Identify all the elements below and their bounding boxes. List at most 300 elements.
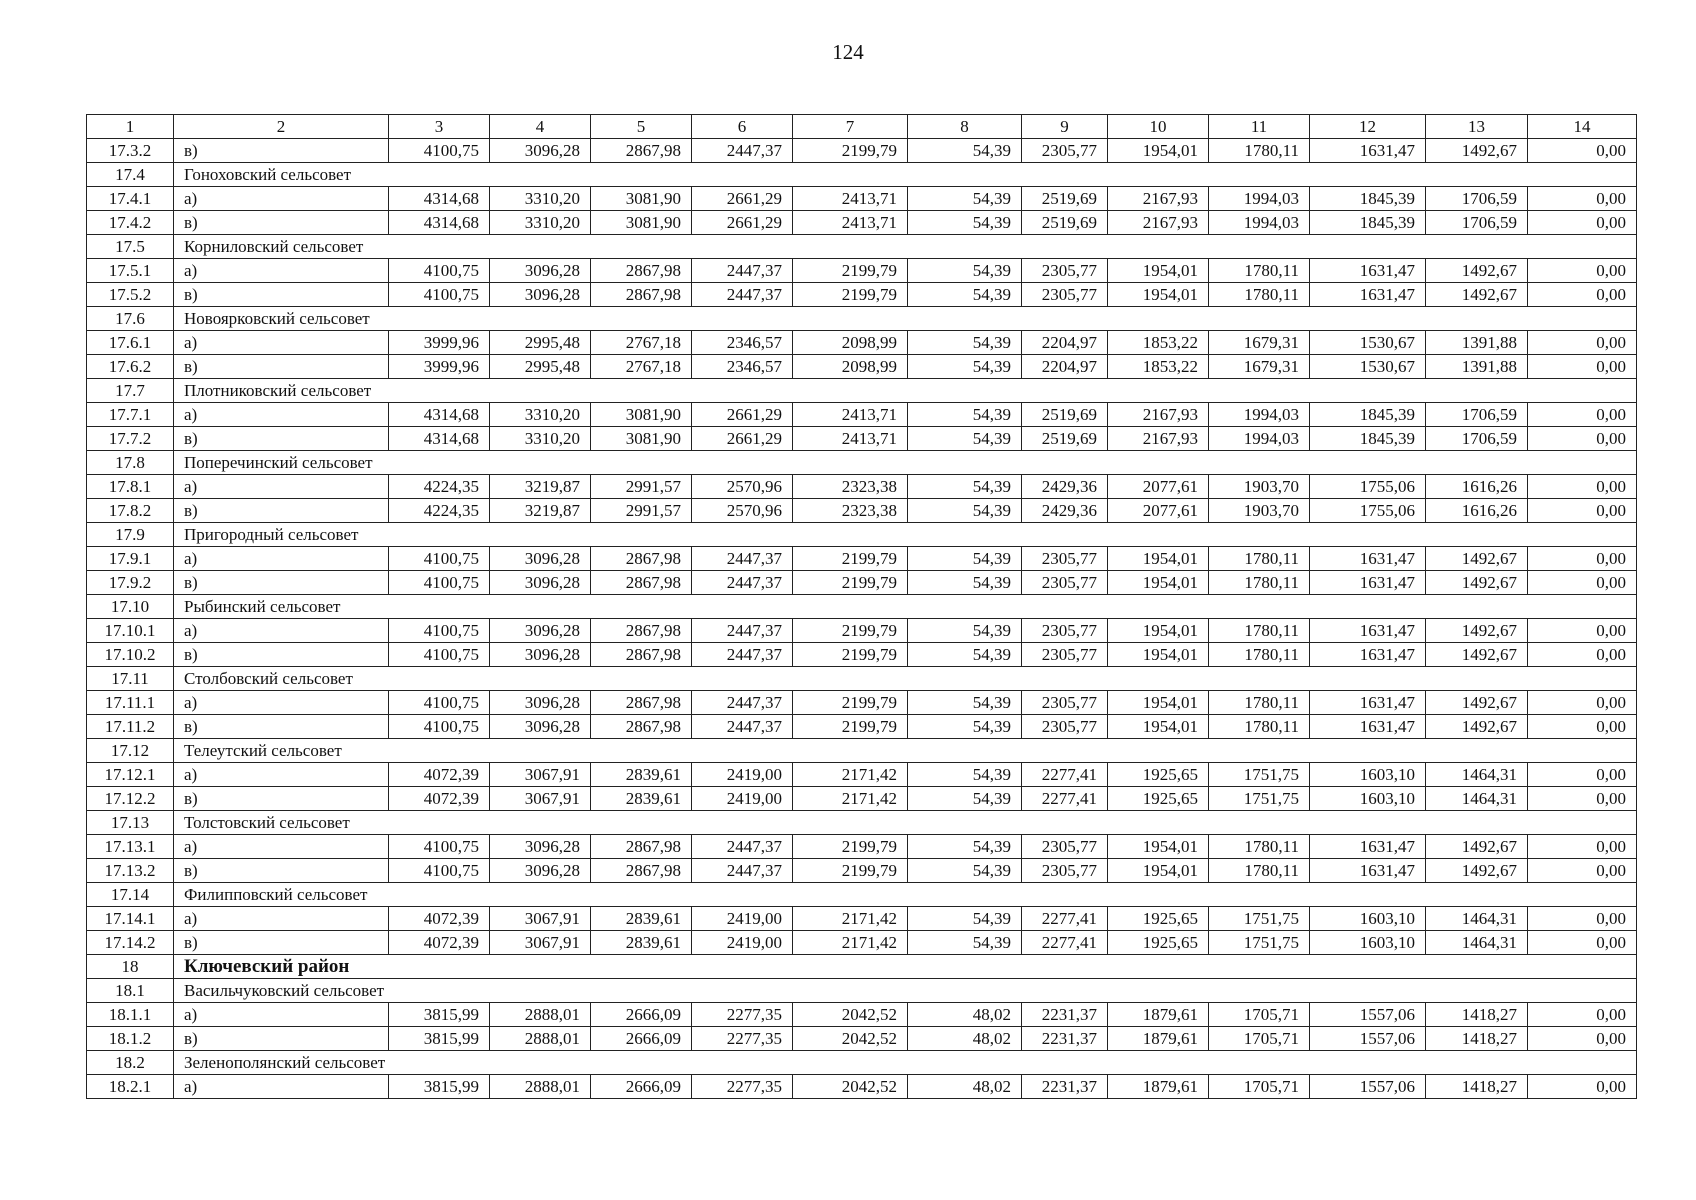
tariff-value-cell: 3067,91 [490, 763, 591, 787]
tariff-value-cell: 4072,39 [389, 907, 490, 931]
tariff-value-cell: 2277,35 [692, 1003, 793, 1027]
tariff-value-cell: 3999,96 [389, 355, 490, 379]
section-title: Пригородный сельсовет [174, 523, 1637, 547]
tariff-value-cell: 2447,37 [692, 643, 793, 667]
section-code: 17.11 [87, 667, 174, 691]
table-row [87, 283, 1637, 307]
row-code: 17.5.1 [87, 259, 174, 283]
tariff-value-cell: 1751,75 [1209, 907, 1310, 931]
row-label: а) [174, 619, 389, 643]
tariff-value-cell: 2661,29 [692, 211, 793, 235]
tariff-value-cell: 54,39 [908, 907, 1022, 931]
tariff-value-cell: 2199,79 [793, 835, 908, 859]
tariff-value-cell: 2661,29 [692, 427, 793, 451]
tariff-value-cell: 4100,75 [389, 643, 490, 667]
tariff-value-cell: 1954,01 [1108, 139, 1209, 163]
tariff-value-cell: 54,39 [908, 835, 1022, 859]
table-row [87, 691, 1637, 715]
tariff-value-cell: 1751,75 [1209, 931, 1310, 955]
table-row [87, 715, 1637, 739]
section-code: 17.9 [87, 523, 174, 547]
tariff-value-cell: 2995,48 [490, 355, 591, 379]
tariff-value-cell: 1780,11 [1209, 139, 1310, 163]
row-label: а) [174, 1075, 389, 1099]
tariff-value-cell: 1925,65 [1108, 763, 1209, 787]
tariff-value-cell: 2077,61 [1108, 475, 1209, 499]
tariff-value-cell: 1954,01 [1108, 835, 1209, 859]
tariff-value-cell: 2867,98 [591, 571, 692, 595]
tariff-value-cell: 3067,91 [490, 907, 591, 931]
tariff-value-cell: 54,39 [908, 427, 1022, 451]
tariff-value-cell: 4100,75 [389, 835, 490, 859]
tariff-value-cell: 2867,98 [591, 139, 692, 163]
row-code: 18.1.2 [87, 1027, 174, 1051]
section-code: 17.7 [87, 379, 174, 403]
table-body [87, 115, 1637, 1099]
tariff-value-cell: 1616,26 [1426, 499, 1528, 523]
section-title: Корниловский сельсовет [174, 235, 1637, 259]
tariff-value-cell: 2171,42 [793, 763, 908, 787]
row-code: 17.5.2 [87, 283, 174, 307]
row-code: 17.10.2 [87, 643, 174, 667]
tariff-value-cell: 1706,59 [1426, 187, 1528, 211]
column-number-header: 1 [87, 115, 174, 139]
tariff-value-cell: 54,39 [908, 787, 1022, 811]
tariff-value-cell: 2570,96 [692, 475, 793, 499]
row-label: а) [174, 259, 389, 283]
tariff-value-cell: 2995,48 [490, 331, 591, 355]
tariff-value-cell: 3096,28 [490, 259, 591, 283]
tariff-value-cell: 2867,98 [591, 691, 692, 715]
tariff-value-cell: 2429,36 [1022, 499, 1108, 523]
tariff-value-cell: 1706,59 [1426, 403, 1528, 427]
tariff-value-cell: 2991,57 [591, 475, 692, 499]
tariff-value-cell: 1464,31 [1426, 763, 1528, 787]
tariff-value-cell: 2413,71 [793, 187, 908, 211]
section-title: Телеутский сельсовет [174, 739, 1637, 763]
tariff-value-cell: 54,39 [908, 763, 1022, 787]
tariff-value-cell: 1780,11 [1209, 859, 1310, 883]
tariff-value-cell: 2323,38 [793, 475, 908, 499]
table-row [87, 859, 1637, 883]
tariff-value-cell: 2413,71 [793, 211, 908, 235]
tariff-value-cell: 1492,67 [1426, 619, 1528, 643]
tariff-value-cell: 3815,99 [389, 1003, 490, 1027]
tariff-value-cell: 2231,37 [1022, 1027, 1108, 1051]
tariff-value-cell: 1603,10 [1310, 763, 1426, 787]
tariff-value-cell: 1925,65 [1108, 907, 1209, 931]
section-title: Столбовский сельсовет [174, 667, 1637, 691]
tariff-value-cell: 2419,00 [692, 763, 793, 787]
tariff-value-cell: 4100,75 [389, 691, 490, 715]
tariff-value-cell: 1780,11 [1209, 835, 1310, 859]
tariff-value-cell: 4224,35 [389, 499, 490, 523]
tariff-value-cell: 0,00 [1528, 331, 1637, 355]
section-code: 18 [87, 955, 174, 979]
tariff-value-cell: 3815,99 [389, 1075, 490, 1099]
section-code: 17.14 [87, 883, 174, 907]
row-code: 17.8.1 [87, 475, 174, 499]
table-row [87, 211, 1637, 235]
tariff-value-cell: 4314,68 [389, 211, 490, 235]
tariff-value-cell: 3067,91 [490, 931, 591, 955]
tariff-value-cell: 1603,10 [1310, 931, 1426, 955]
row-code: 17.11.2 [87, 715, 174, 739]
tariff-value-cell: 1853,22 [1108, 355, 1209, 379]
tariff-value-cell: 2429,36 [1022, 475, 1108, 499]
tariff-value-cell: 2167,93 [1108, 403, 1209, 427]
tariff-value-cell: 2305,77 [1022, 571, 1108, 595]
district-header-row [87, 955, 1637, 979]
row-label: а) [174, 691, 389, 715]
tariff-value-cell: 3096,28 [490, 643, 591, 667]
tariff-value-cell: 0,00 [1528, 907, 1637, 931]
tariff-value-cell: 2199,79 [793, 715, 908, 739]
tariff-value-cell: 1994,03 [1209, 211, 1310, 235]
tariff-value-cell: 1530,67 [1310, 331, 1426, 355]
tariff-value-cell: 2519,69 [1022, 187, 1108, 211]
row-code: 17.10.1 [87, 619, 174, 643]
table-row [87, 547, 1637, 571]
tariff-value-cell: 2447,37 [692, 283, 793, 307]
tariff-value-cell: 54,39 [908, 571, 1022, 595]
tariff-value-cell: 2204,97 [1022, 355, 1108, 379]
tariff-value-cell: 2042,52 [793, 1027, 908, 1051]
tariff-value-cell: 54,39 [908, 859, 1022, 883]
tariff-value-cell: 1464,31 [1426, 931, 1528, 955]
section-code: 17.12 [87, 739, 174, 763]
tariff-value-cell: 2839,61 [591, 931, 692, 955]
tariff-value-cell: 1557,06 [1310, 1027, 1426, 1051]
tariff-value-cell: 4100,75 [389, 715, 490, 739]
tariff-value-cell: 2305,77 [1022, 283, 1108, 307]
section-code: 17.13 [87, 811, 174, 835]
tariff-value-cell: 54,39 [908, 619, 1022, 643]
section-title: Рыбинский сельсовет [174, 595, 1637, 619]
tariff-value-cell: 2867,98 [591, 715, 692, 739]
column-number-header: 7 [793, 115, 908, 139]
tariff-value-cell: 1492,67 [1426, 643, 1528, 667]
tariff-value-cell: 2231,37 [1022, 1003, 1108, 1027]
tariff-value-cell: 1464,31 [1426, 787, 1528, 811]
row-label: в) [174, 499, 389, 523]
row-code: 17.9.2 [87, 571, 174, 595]
tariff-value-cell: 2199,79 [793, 859, 908, 883]
row-label: в) [174, 571, 389, 595]
tariff-value-cell: 2305,77 [1022, 835, 1108, 859]
section-code: 18.2 [87, 1051, 174, 1075]
tariff-value-cell: 2323,38 [793, 499, 908, 523]
tariff-value-cell: 3096,28 [490, 691, 591, 715]
tariff-value-cell: 0,00 [1528, 571, 1637, 595]
tariff-value-cell: 2519,69 [1022, 427, 1108, 451]
tariff-value-cell: 0,00 [1528, 715, 1637, 739]
row-code: 17.6.1 [87, 331, 174, 355]
tariff-value-cell: 1492,67 [1426, 859, 1528, 883]
tariff-value-cell: 1780,11 [1209, 643, 1310, 667]
tariff-value-cell: 1679,31 [1209, 331, 1310, 355]
tariff-value-cell: 2305,77 [1022, 547, 1108, 571]
section-header-row [87, 1051, 1637, 1075]
tariff-value-cell: 2167,93 [1108, 211, 1209, 235]
tariff-value-cell: 1492,67 [1426, 571, 1528, 595]
tariff-value-cell: 0,00 [1528, 475, 1637, 499]
tariff-value-cell: 0,00 [1528, 259, 1637, 283]
column-number-header: 14 [1528, 115, 1637, 139]
tariff-value-cell: 2447,37 [692, 859, 793, 883]
tariff-value-cell: 1925,65 [1108, 931, 1209, 955]
row-label: а) [174, 763, 389, 787]
tariff-value-cell: 2447,37 [692, 715, 793, 739]
tariff-value-cell: 2204,97 [1022, 331, 1108, 355]
row-label: в) [174, 787, 389, 811]
row-label: в) [174, 283, 389, 307]
row-label: в) [174, 1027, 389, 1051]
tariff-value-cell: 2042,52 [793, 1075, 908, 1099]
tariff-value-cell: 1705,71 [1209, 1075, 1310, 1099]
table-row [87, 331, 1637, 355]
tariff-value-cell: 1954,01 [1108, 859, 1209, 883]
tariff-value-cell: 1679,31 [1209, 355, 1310, 379]
tariff-value-cell: 54,39 [908, 715, 1022, 739]
tariff-value-cell: 0,00 [1528, 187, 1637, 211]
section-code: 18.1 [87, 979, 174, 1003]
tariff-value-cell: 0,00 [1528, 355, 1637, 379]
tariff-value-cell: 2305,77 [1022, 619, 1108, 643]
tariff-value-cell: 1954,01 [1108, 259, 1209, 283]
tariff-value-cell: 1631,47 [1310, 835, 1426, 859]
tariff-value-cell: 54,39 [908, 355, 1022, 379]
tariff-value-cell: 1903,70 [1209, 475, 1310, 499]
tariff-value-cell: 1492,67 [1426, 283, 1528, 307]
tariff-value-cell: 3310,20 [490, 211, 591, 235]
section-code: 17.4 [87, 163, 174, 187]
tariff-value-cell: 2171,42 [793, 907, 908, 931]
row-label: в) [174, 715, 389, 739]
row-label: в) [174, 931, 389, 955]
row-label: в) [174, 211, 389, 235]
tariff-value-cell: 54,39 [908, 499, 1022, 523]
tariff-value-cell: 1755,06 [1310, 475, 1426, 499]
tariff-value-cell: 4224,35 [389, 475, 490, 499]
row-code: 17.9.1 [87, 547, 174, 571]
tariff-value-cell: 1751,75 [1209, 787, 1310, 811]
tariff-value-cell: 54,39 [908, 139, 1022, 163]
column-number-header: 3 [389, 115, 490, 139]
tariff-value-cell: 1954,01 [1108, 691, 1209, 715]
table-row [87, 187, 1637, 211]
tariff-value-cell: 2171,42 [793, 931, 908, 955]
column-number-header: 5 [591, 115, 692, 139]
section-title: Поперечинский сельсовет [174, 451, 1637, 475]
row-code: 18.1.1 [87, 1003, 174, 1027]
row-code: 17.12.1 [87, 763, 174, 787]
row-label: а) [174, 547, 389, 571]
tariff-value-cell: 2447,37 [692, 547, 793, 571]
tariff-value-cell: 2042,52 [793, 1003, 908, 1027]
tariff-value-cell: 2419,00 [692, 907, 793, 931]
tariff-value-cell: 2199,79 [793, 283, 908, 307]
tariff-value-cell: 1845,39 [1310, 427, 1426, 451]
tariff-value-cell: 4100,75 [389, 547, 490, 571]
row-code: 17.13.2 [87, 859, 174, 883]
tariff-value-cell: 1492,67 [1426, 139, 1528, 163]
tariff-value-cell: 4314,68 [389, 427, 490, 451]
tariff-value-cell: 3310,20 [490, 187, 591, 211]
tariff-value-cell: 2867,98 [591, 835, 692, 859]
section-title: Новоярковский сельсовет [174, 307, 1637, 331]
district-title: Ключевский район [174, 955, 1637, 979]
tariff-value-cell: 1631,47 [1310, 139, 1426, 163]
tariff-value-cell: 0,00 [1528, 643, 1637, 667]
tariff-value-cell: 0,00 [1528, 139, 1637, 163]
row-code: 17.13.1 [87, 835, 174, 859]
tariff-value-cell: 2661,29 [692, 403, 793, 427]
row-code: 17.7.2 [87, 427, 174, 451]
column-number-header: 4 [490, 115, 591, 139]
tariff-value-cell: 3081,90 [591, 427, 692, 451]
tariff-value-cell: 1492,67 [1426, 259, 1528, 283]
tariff-value-cell: 2867,98 [591, 547, 692, 571]
row-label: а) [174, 187, 389, 211]
tariff-value-cell: 2098,99 [793, 355, 908, 379]
row-label: а) [174, 331, 389, 355]
tariff-value-cell: 2519,69 [1022, 211, 1108, 235]
tariff-value-cell: 1780,11 [1209, 691, 1310, 715]
table-row [87, 835, 1637, 859]
tariff-value-cell: 2277,41 [1022, 907, 1108, 931]
section-header-row [87, 451, 1637, 475]
table-row [87, 1075, 1637, 1099]
row-code: 17.14.2 [87, 931, 174, 955]
tariff-value-cell: 0,00 [1528, 547, 1637, 571]
tariff-value-cell: 3096,28 [490, 619, 591, 643]
section-title: Филипповский сельсовет [174, 883, 1637, 907]
tariff-value-cell: 2199,79 [793, 691, 908, 715]
tariff-value-cell: 0,00 [1528, 403, 1637, 427]
tariff-value-cell: 1780,11 [1209, 259, 1310, 283]
tariff-value-cell: 1780,11 [1209, 619, 1310, 643]
column-number-header: 10 [1108, 115, 1209, 139]
tariff-value-cell: 4072,39 [389, 931, 490, 955]
tariff-value-cell: 1879,61 [1108, 1003, 1209, 1027]
tariff-value-cell: 54,39 [908, 259, 1022, 283]
tariff-value-cell: 4100,75 [389, 139, 490, 163]
column-number-header: 11 [1209, 115, 1310, 139]
tariff-value-cell: 1954,01 [1108, 547, 1209, 571]
tariff-value-cell: 2867,98 [591, 859, 692, 883]
tariff-value-cell: 54,39 [908, 331, 1022, 355]
section-title: Гоноховский сельсовет [174, 163, 1637, 187]
section-title: Плотниковский сельсовет [174, 379, 1637, 403]
tariff-value-cell: 3067,91 [490, 787, 591, 811]
tariff-value-cell: 2666,09 [591, 1075, 692, 1099]
tariff-value-cell: 2199,79 [793, 547, 908, 571]
tariff-value-cell: 0,00 [1528, 1027, 1637, 1051]
column-number-header: 6 [692, 115, 793, 139]
row-code: 17.11.1 [87, 691, 174, 715]
tariff-value-cell: 1954,01 [1108, 619, 1209, 643]
tariff-value-cell: 3081,90 [591, 211, 692, 235]
tariff-value-cell: 0,00 [1528, 1075, 1637, 1099]
tariff-value-cell: 3081,90 [591, 187, 692, 211]
tariff-value-cell: 1954,01 [1108, 283, 1209, 307]
tariff-value-cell: 2305,77 [1022, 643, 1108, 667]
tariff-value-cell: 2167,93 [1108, 187, 1209, 211]
tariff-value-cell: 2305,77 [1022, 715, 1108, 739]
row-code: 17.6.2 [87, 355, 174, 379]
tariff-value-cell: 2447,37 [692, 259, 793, 283]
tariff-value-cell: 2199,79 [793, 619, 908, 643]
tariff-value-cell: 0,00 [1528, 931, 1637, 955]
tariff-value-cell: 1994,03 [1209, 427, 1310, 451]
table-row [87, 931, 1637, 955]
tariff-value-cell: 2231,37 [1022, 1075, 1108, 1099]
tariff-value-cell: 1879,61 [1108, 1027, 1209, 1051]
tariff-value-cell: 3310,20 [490, 403, 591, 427]
tariff-value-cell: 1603,10 [1310, 787, 1426, 811]
tariff-value-cell: 2199,79 [793, 643, 908, 667]
tariff-value-cell: 1751,75 [1209, 763, 1310, 787]
tariff-value-cell: 2305,77 [1022, 259, 1108, 283]
section-code: 17.10 [87, 595, 174, 619]
table-row [87, 787, 1637, 811]
tariff-value-cell: 1557,06 [1310, 1003, 1426, 1027]
tariff-value-cell: 1780,11 [1209, 283, 1310, 307]
tariff-value-cell: 1631,47 [1310, 259, 1426, 283]
column-number-header: 8 [908, 115, 1022, 139]
tariff-value-cell: 3096,28 [490, 547, 591, 571]
tariff-value-cell: 3096,28 [490, 715, 591, 739]
table-row [87, 571, 1637, 595]
tariff-value-cell: 1492,67 [1426, 715, 1528, 739]
tariff-value-cell: 4100,75 [389, 859, 490, 883]
tariff-value-cell: 1557,06 [1310, 1075, 1426, 1099]
section-header-row [87, 523, 1637, 547]
tariff-value-cell: 2419,00 [692, 787, 793, 811]
section-title: Толстовский сельсовет [174, 811, 1637, 835]
tariff-value-cell: 2346,57 [692, 331, 793, 355]
tariff-value-cell: 1845,39 [1310, 403, 1426, 427]
table-row [87, 499, 1637, 523]
tariff-value-cell: 1994,03 [1209, 403, 1310, 427]
row-code: 17.4.1 [87, 187, 174, 211]
column-number-header: 9 [1022, 115, 1108, 139]
row-label: а) [174, 403, 389, 427]
tariff-value-cell: 4100,75 [389, 283, 490, 307]
tariff-value-cell: 1418,27 [1426, 1027, 1528, 1051]
tariff-value-cell: 1631,47 [1310, 619, 1426, 643]
row-code: 17.3.2 [87, 139, 174, 163]
tariff-value-cell: 4100,75 [389, 259, 490, 283]
row-code: 17.4.2 [87, 211, 174, 235]
tariff-value-cell: 3999,96 [389, 331, 490, 355]
tariff-value-cell: 1755,06 [1310, 499, 1426, 523]
tariff-value-cell: 1464,31 [1426, 907, 1528, 931]
tariff-value-cell: 2277,41 [1022, 787, 1108, 811]
column-number-header: 2 [174, 115, 389, 139]
tariff-value-cell: 2519,69 [1022, 403, 1108, 427]
row-code: 17.7.1 [87, 403, 174, 427]
tariff-value-cell: 2867,98 [591, 643, 692, 667]
tariff-value-cell: 1780,11 [1209, 571, 1310, 595]
row-label: а) [174, 907, 389, 931]
tariff-value-cell: 0,00 [1528, 211, 1637, 235]
tariff-value-cell: 1530,67 [1310, 355, 1426, 379]
tariff-value-cell: 3096,28 [490, 835, 591, 859]
tariff-value-cell: 1845,39 [1310, 187, 1426, 211]
table-row [87, 619, 1637, 643]
